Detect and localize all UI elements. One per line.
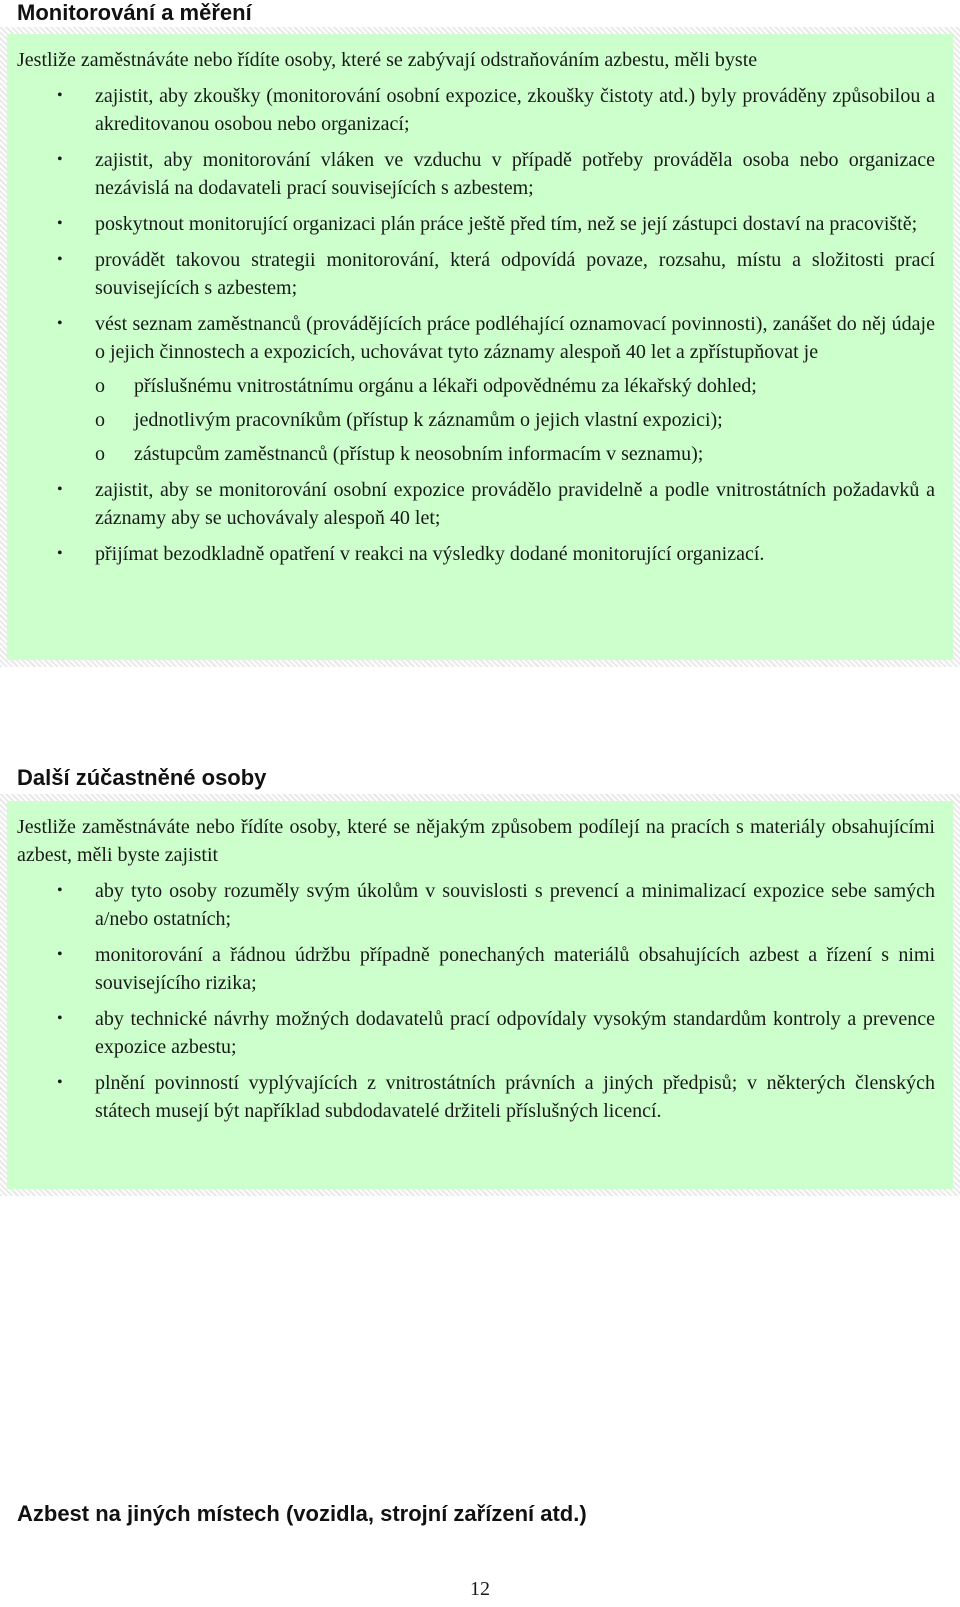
list-item-text: aby tyto osoby rozuměly svým úkolům v souvislosti s prevencí a minimalizací expozice sebe samých a/nebo ostatních;	[95, 880, 935, 930]
list-item	[17, 540, 935, 568]
list-item-text: poskytnout monitorující organizaci plán práce ještě před tím, než se její zástupci dostaví na pracoviště;	[95, 213, 918, 235]
list-item	[17, 310, 935, 468]
list-item-text: zajistit, aby se monitorování osobní expozice provádělo pravidelně a podle vnitrostátních požadavků a záznamy aby se uchovávaly alespoň 40 let;	[95, 479, 935, 529]
sub-list-item-text: jednotlivým pracovníkům (přístup k záznamům o jejich vlastní expozici);	[134, 409, 723, 431]
list-item	[17, 82, 935, 138]
page-number: 12	[470, 1578, 490, 1600]
list-item	[17, 941, 935, 997]
list-item-text: zajistit, aby monitorování vláken ve vzduchu v případě potřeby prováděla osoba nebo organizace nezávislá na dodavateli prací souvisejících s azbestem;	[95, 149, 935, 199]
list-item-text: monitorování a řádnou údržbu případně ponechaných materiálů obsahujících azbest a řízení s nimi souvisejícího rizika;	[95, 944, 935, 994]
section-title-asbestos-elsewhere: Azbest na jiných místech (vozidla, strojní zařízení atd.)	[17, 1501, 587, 1526]
other-persons-info-box-content	[7, 801, 953, 1189]
list-item-text: provádět takovou strategii monitorování, která odpovídá povaze, rozsahu, místu a složitosti prací souvisejících s azbestem;	[95, 249, 935, 299]
bullet-icon: •	[57, 251, 63, 268]
sub-list-item	[95, 440, 935, 468]
bullet-icon: •	[57, 481, 63, 498]
other-persons-bullet-list	[17, 877, 935, 1125]
list-item-text: aby technické návrhy možných dodavatelů prací odpovídaly vysokým standardům kontroly a prevence expozice azbestu;	[95, 1008, 935, 1058]
bullet-icon: •	[57, 87, 63, 104]
list-item-text: přijímat bezodkladně opatření v reakci na výsledky dodané monitorující organizací.	[95, 543, 765, 565]
list-item	[17, 1005, 935, 1061]
list-item	[17, 146, 935, 202]
bullet-icon: •	[57, 1010, 63, 1027]
section-title-monitoring: Monitorování a měření	[17, 0, 252, 25]
sub-bullet-icon: o	[95, 375, 105, 397]
sub-bullet-icon: o	[95, 443, 105, 465]
list-item-text: vést seznam zaměstnanců (provádějících práce podléhající oznamovací povinnosti), zanášet do něj údaje o jejich činnostech a expozicích, uchovávat tyto záznamy alespoň 40 let a zpřístupňovat je	[95, 313, 935, 363]
list-item	[17, 476, 935, 532]
list-item	[17, 246, 935, 302]
other-persons-intro-text: Jestliže zaměstnáváte nebo řídíte osoby, které se nějakým způsobem podílejí na pracích s materiály obsahujícími azbest, měli byste zajistit	[17, 816, 935, 866]
monitoring-bullet-list	[17, 82, 935, 568]
sub-list-item-text: příslušnému vnitrostátnímu orgánu a lékaři odpovědnému za lékařský dohled;	[134, 375, 757, 397]
list-item-text: plnění povinností vyplývajících z vnitrostátních právních a jiných předpisů; v některých členských státech musejí být například subdodavatelé držiteli příslušných licencí.	[95, 1072, 935, 1122]
bullet-icon: •	[57, 882, 63, 899]
sub-list-item	[95, 406, 935, 434]
list-item-text: zajistit, aby zkoušky (monitorování osobní expozice, zkoušky čistoty atd.) byly prováděny způsobilou a akreditovanou osobou nebo organizací;	[95, 85, 935, 135]
other-persons-info-box	[0, 794, 960, 1196]
bullet-icon: •	[57, 315, 63, 332]
sub-list-item	[95, 372, 935, 400]
sub-list-item-text: zástupcům zaměstnanců (přístup k neosobním informacím v seznamu);	[134, 443, 704, 465]
list-item	[17, 877, 935, 933]
access-sub-list	[95, 372, 935, 468]
monitoring-info-box-content	[7, 34, 953, 660]
monitoring-info-box	[0, 27, 960, 667]
bullet-icon: •	[57, 1074, 63, 1091]
sub-bullet-icon: o	[95, 409, 105, 431]
monitoring-intro-text: Jestliže zaměstnáváte nebo řídíte osoby, které se zabývají odstraňováním azbestu, měli byste	[17, 49, 758, 71]
section-title-other-persons: Další zúčastněné osoby	[17, 765, 267, 790]
list-item	[17, 210, 935, 238]
bullet-icon: •	[57, 215, 63, 232]
bullet-icon: •	[57, 545, 63, 562]
bullet-icon: •	[57, 151, 63, 168]
bullet-icon: •	[57, 946, 63, 963]
list-item	[17, 1069, 935, 1125]
